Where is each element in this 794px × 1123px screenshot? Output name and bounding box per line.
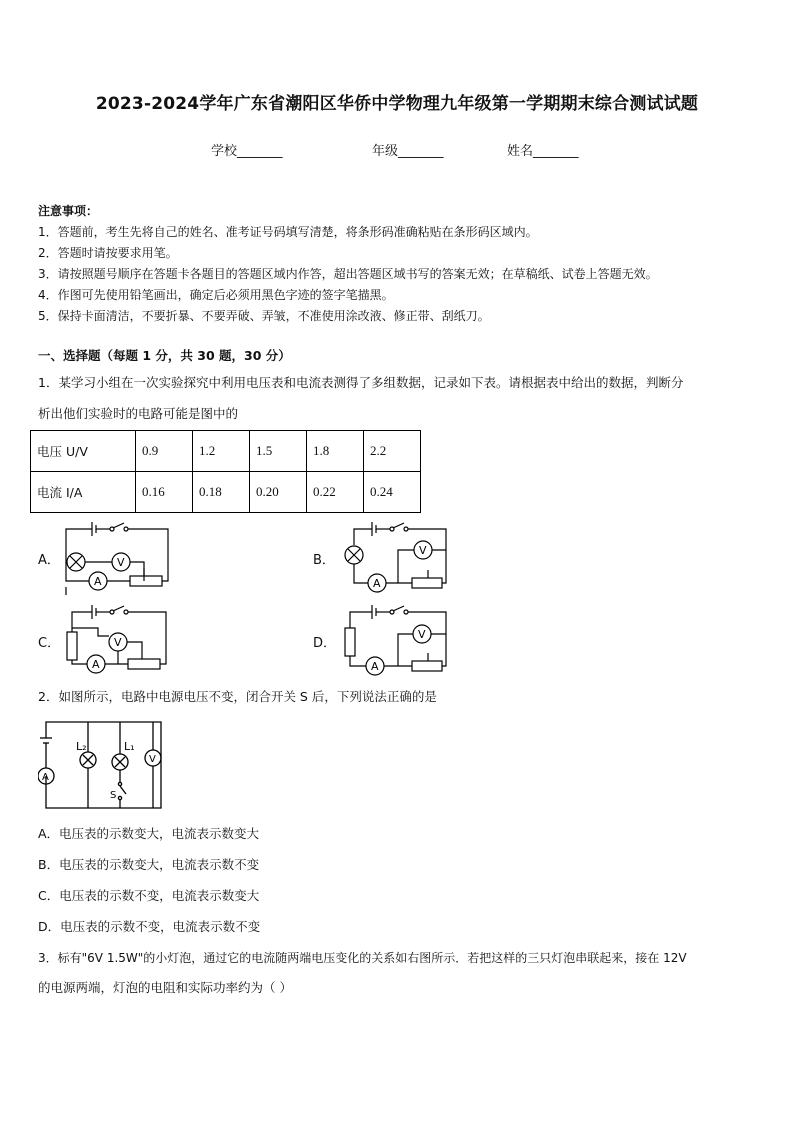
notice-heading: 注意事项：	[38, 204, 99, 218]
voltmeter-label: V	[114, 636, 122, 649]
table-cell: 0.16	[136, 472, 193, 513]
table-cell: 0.9	[136, 431, 193, 472]
name-field: 姓名_______	[507, 144, 579, 159]
ammeter-label: A	[92, 658, 100, 671]
choice-d: D．电压表的示数不变，电流表示数不变	[38, 919, 261, 934]
voltmeter-label: V	[117, 556, 125, 569]
table-cell: 1.2	[193, 431, 250, 472]
notice-item: 4．作图可先使用铅笔画出，确定后必须用黑色字迹的签字笔描黑。	[38, 288, 394, 302]
ammeter-label: A	[371, 660, 379, 673]
table-cell: 电压 U/V	[31, 431, 136, 472]
question-1-line2: 析出他们实验时的电路可能是图中的	[38, 406, 239, 421]
table-cell: 0.22	[307, 472, 364, 513]
table-cell: 电流 I/A	[31, 472, 136, 513]
notice-item: 5．保持卡面清洁，不要折暴、不要弄破、弄皱，不准使用涂改液、修正带、刮纸刀。	[38, 309, 490, 323]
lamp-l1-label: L₁	[124, 740, 135, 753]
ammeter-label: A	[42, 772, 49, 783]
table-cell: 0.24	[364, 472, 421, 513]
table-cell: 1.5	[250, 431, 307, 472]
table-cell: 1.8	[307, 431, 364, 472]
table-row	[31, 431, 421, 472]
question-3-line1: 3．标有"6V 1.5W"的小灯泡，通过它的电流随两端电压变化的关系如右图所示．若把这样的三只灯泡串联起来，接在 12V	[38, 951, 687, 965]
option-d-label: D．	[313, 636, 337, 651]
lamp-l2-label: L₂	[76, 740, 87, 753]
notice-item: 3．请按照题号顺序在答题卡各题目的答题区域内作答，超出答题区域书写的答案无效；在草稿纸、试卷上答题无效。	[38, 267, 658, 281]
ammeter-label: A	[94, 575, 102, 588]
voltmeter-label: V	[419, 544, 427, 557]
circuit-c-diagram	[58, 598, 178, 678]
grade-field: 年级_______	[372, 144, 444, 159]
voltmeter-label: V	[418, 628, 426, 641]
option-a-label: A．	[38, 553, 60, 568]
switch-s-label: S	[110, 790, 117, 801]
question-1-line1: 1．某学习小组在一次实验探究中利用电压表和电流表测得了多组数据，记录如下表。请根据表中给出的数据，判断分	[38, 375, 684, 390]
question-2-stem: 2．如图所示，电路中电源电压不变，闭合开关 S 后，下列说法正确的是	[38, 689, 437, 704]
section-heading: 一、选择题（每题 1 分，共 30 题，30 分）	[38, 348, 291, 363]
notice-block	[38, 201, 658, 327]
circuit-b-diagram	[336, 517, 456, 597]
table-cell: 0.18	[193, 472, 250, 513]
question-3-line2: 的电源两端，灯泡的电阻和实际功率约为（ ）	[38, 980, 292, 995]
notice-item: 2．答题时请按要求用笔。	[38, 246, 178, 260]
circuit-d-diagram	[336, 600, 456, 680]
option-b-label: B．	[313, 553, 335, 568]
ammeter-label: A	[373, 577, 381, 590]
choice-a: A．电压表的示数变大，电流表示数变大	[38, 826, 260, 841]
page-title: 2023-2024学年广东省潮阳区华侨中学物理九年级第一学期期末综合测试试题	[95, 94, 699, 114]
school-field: 学校_______	[211, 144, 283, 159]
table-row	[31, 472, 421, 513]
voltmeter-label: V	[149, 754, 156, 765]
table-cell: 2.2	[364, 431, 421, 472]
choice-c: C．电压表的示数不变，电流表示数变大	[38, 888, 260, 903]
option-c-label: C．	[38, 636, 61, 651]
circuit-a-diagram	[58, 515, 178, 595]
circuit-q2-diagram	[38, 716, 168, 812]
table-cell: 0.20	[250, 472, 307, 513]
choice-b: B．电压表的示数变大，电流表示数不变	[38, 857, 260, 872]
data-table	[30, 430, 421, 513]
notice-item: 1．答题前，考生先将自己的姓名、准考证号码填写清楚，将条形码准确粘贴在条形码区域内。	[38, 225, 538, 239]
